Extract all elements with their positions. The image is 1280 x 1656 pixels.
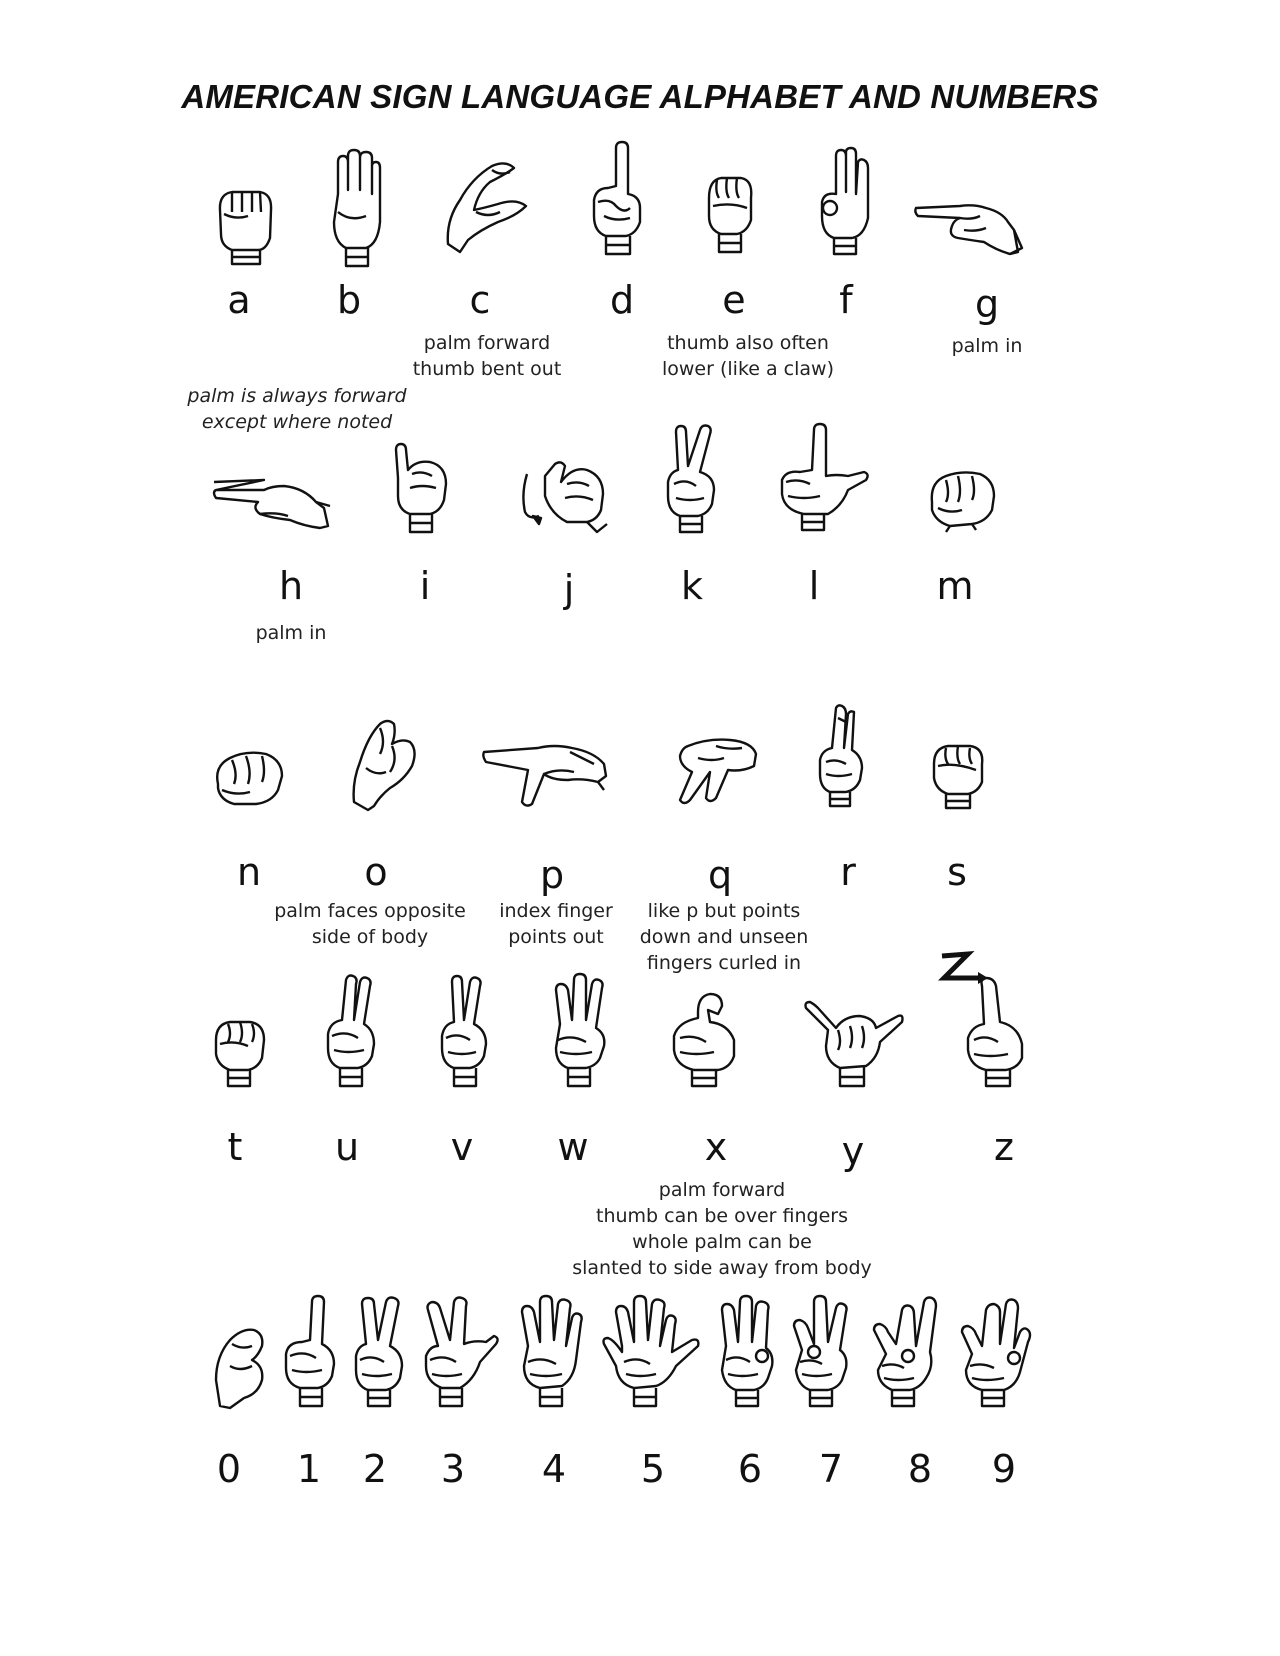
- letter-q: q: [707, 853, 733, 897]
- note-o: palm faces opposite side of body: [274, 900, 466, 948]
- digit-1: 1: [296, 1447, 322, 1491]
- hand-sign-y-icon: [802, 1000, 906, 1090]
- digit-7: 7: [818, 1447, 844, 1491]
- hand-sign-c-icon: [440, 160, 530, 256]
- note-g: palm in: [951, 335, 1023, 357]
- note-q: like p but points down and unseen fingers curled in: [639, 900, 809, 974]
- letter-b: b: [336, 278, 362, 322]
- hand-sign-v-icon: [438, 974, 492, 1088]
- hand-sign-e-icon: [705, 172, 755, 254]
- hand-sign-4-icon: [518, 1296, 584, 1408]
- note-p: index finger points out: [499, 900, 613, 948]
- hand-sign-r-icon: [816, 704, 868, 808]
- letter-s: s: [947, 850, 967, 894]
- letter-z: z: [994, 1125, 1014, 1169]
- hand-sign-n-icon: [212, 744, 286, 810]
- hand-sign-h-icon: [212, 472, 332, 532]
- letter-p: p: [539, 853, 565, 897]
- hand-sign-o-icon: [346, 716, 422, 812]
- digit-0: 0: [216, 1447, 242, 1491]
- letter-r: r: [840, 850, 856, 894]
- hand-sign-2-icon: [352, 1296, 408, 1408]
- digit-4: 4: [541, 1447, 567, 1491]
- letter-v: v: [450, 1125, 474, 1169]
- letter-t: t: [227, 1125, 243, 1169]
- letter-o: o: [364, 850, 388, 894]
- digit-9: 9: [991, 1447, 1017, 1491]
- letter-e: e: [722, 278, 746, 322]
- digit-6: 6: [737, 1447, 763, 1491]
- note-x: palm forward thumb can be over fingers whole palm can be slanted to side away from body: [572, 1179, 872, 1279]
- page-title: AMERICAN SIGN LANGUAGE ALPHABET AND NUMBERS: [181, 78, 1099, 115]
- letter-d: d: [609, 278, 635, 322]
- letter-j: j: [563, 567, 575, 611]
- hand-sign-p-icon: [482, 742, 612, 810]
- letter-f: f: [839, 278, 853, 322]
- hand-sign-g-icon: [914, 196, 1024, 258]
- letter-m: m: [936, 564, 974, 608]
- letter-l: l: [808, 564, 820, 608]
- letter-x: x: [704, 1125, 728, 1169]
- letter-k: k: [680, 564, 704, 608]
- hand-sign-j-icon: [515, 456, 611, 534]
- letter-w: w: [557, 1125, 589, 1169]
- hand-sign-6-icon: [718, 1296, 778, 1408]
- digit-2: 2: [362, 1447, 388, 1491]
- hand-sign-7-icon: [790, 1296, 852, 1408]
- hand-sign-m-icon: [928, 468, 998, 534]
- hand-sign-1-icon: [282, 1296, 338, 1408]
- note-h: palm in: [255, 622, 327, 644]
- hand-sign-9-icon: [958, 1296, 1034, 1408]
- hand-sign-i-icon: [392, 444, 452, 534]
- hand-sign-8-icon: [870, 1296, 942, 1408]
- hand-sign-l-icon: [776, 424, 872, 534]
- hand-sign-w-icon: [550, 974, 612, 1088]
- letter-g: g: [974, 282, 1000, 326]
- digit-3: 3: [440, 1447, 466, 1491]
- hand-sign-k-icon: [664, 424, 722, 534]
- hand-sign-f-icon: [816, 148, 876, 256]
- hand-sign-5-icon: [600, 1296, 704, 1408]
- hand-sign-b-icon: [330, 150, 384, 268]
- z-motion-arrow-icon: [938, 950, 998, 994]
- z-motion-icon: [985, 1000, 1045, 1044]
- hand-sign-x-icon: [668, 992, 744, 1088]
- letter-a: a: [227, 278, 251, 322]
- letter-u: u: [334, 1125, 360, 1169]
- hand-sign-a-icon: [214, 180, 276, 266]
- letter-c: c: [469, 278, 491, 322]
- letter-y: y: [841, 1129, 865, 1173]
- hand-sign-0-icon: [212, 1326, 268, 1410]
- letter-i: i: [419, 564, 431, 608]
- hand-sign-u-icon: [324, 974, 380, 1088]
- hand-sign-q-icon: [668, 736, 762, 812]
- note-c: palm forward thumb bent out: [412, 332, 562, 380]
- letter-n: n: [236, 850, 262, 894]
- hand-sign-d-icon: [590, 142, 646, 256]
- letter-h: h: [278, 564, 304, 608]
- digit-8: 8: [907, 1447, 933, 1491]
- digit-5: 5: [640, 1447, 666, 1491]
- note-e: thumb also often lower (like a claw): [661, 332, 835, 380]
- hand-sign-s-icon: [930, 740, 988, 810]
- hand-sign-3-icon: [420, 1296, 500, 1408]
- hand-sign-t-icon: [212, 1016, 268, 1088]
- note-palm-forward: palm is always forward except where noted: [187, 385, 407, 433]
